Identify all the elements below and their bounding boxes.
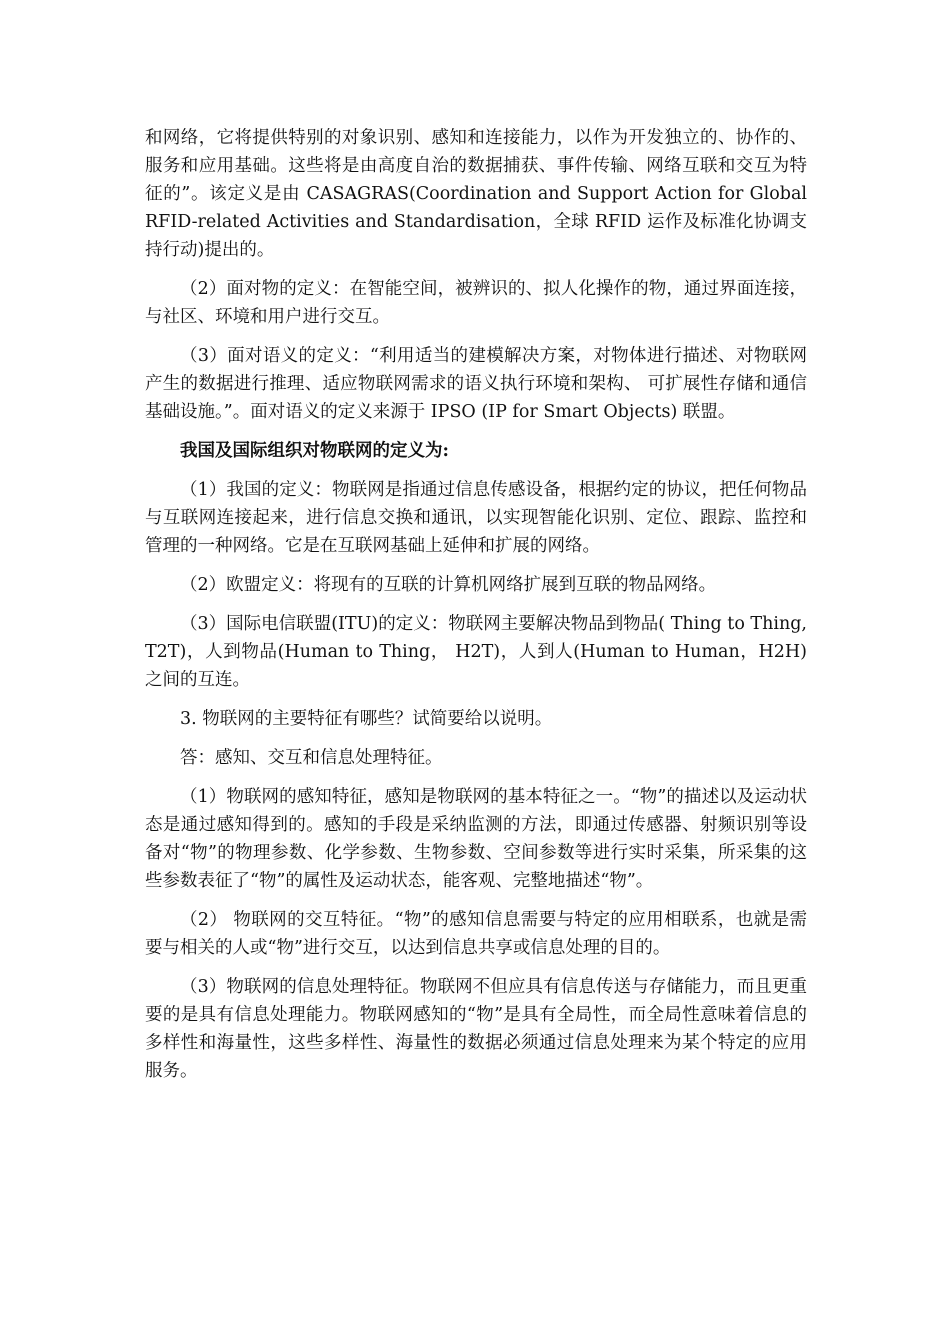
- paragraph-china-definition: （1）我国的定义：物联网是指通过信息传感设备，根据约定的协议，把任何物品与互联网连接起来，进行信息交换和通讯，以实现智能化识别、定位、跟踪、监控和管理的一种网络。它是在互联网基础上延伸和扩展的网络。: [145, 480, 807, 556]
- document-page: [145, 124, 807, 1096]
- answer-summary: 答：感知、交互和信息处理特征。: [180, 748, 443, 768]
- question-3: 3. 物联网的主要特征有哪些？试简要给以说明。: [180, 709, 553, 729]
- paragraph-definition-continued: 和网络，它将提供特别的对象识别、感知和连接能力，以作为开发独立的、协作的、服务和应用基础。这些将是由高度自治的数据捕获、事件传输、网络互联和交互为特征的”。该定义是由 CASAGRAS(Coordination and Support Action for Global RFID-related Activities and Standardisation，全球 RFID 运作及标准化协调支持行动)提出的。: [145, 128, 807, 260]
- paragraph-eu-definition: （2）欧盟定义：将现有的互联的计算机网络扩展到互联的物品网络。: [180, 575, 717, 595]
- paragraph-semantic-definition: （3）面对语义的定义：“利用适当的建模解决方案，对物体进行描述、对物联网产生的数据进行推理、适应物联网需求的语义执行环境和架构、 可扩展性存储和通信基础设施。”。面对语义的定义来源于 IPSO (IP for Smart Objects) 联盟。: [145, 346, 807, 422]
- paragraph-itu-definition: （3）国际电信联盟(ITU)的定义：物联网主要解决物品到物品( Thing to Thing, T2T)，人到物品(Human to Thing， H2T)，人到人(Human to Human，H2H)之间的互连。: [145, 614, 807, 690]
- paragraph-object-definition: （2）面对物的定义：在智能空间，被辨识的、拟人化操作的物，通过界面连接，与社区、环境和用户进行交互。: [145, 279, 807, 327]
- paragraph-interaction-feature: （2） 物联网的交互特征。“物”的感知信息需要与特定的应用相联系，也就是需要与相关的人或“物”进行交互，以达到信息共享或信息处理的目的。: [145, 910, 807, 958]
- paragraph-perception-feature: （1）物联网的感知特征，感知是物联网的基本特征之一。“物”的描述以及运动状态是通过感知得到的。感知的手段是采纳监测的方法，即通过传感器、射频识别等设备对“物”的物理参数、化学参数、生物参数、空间参数等进行实时采集，所采集的这些参数表征了“物”的属性及运动状态，能客观、完整地描述“物”。: [145, 787, 807, 891]
- paragraph-processing-feature: （3）物联网的信息处理特征。物联网不但应具有信息传送与存储能力，而且更重要的是具有信息处理能力。物联网感知的“物”是具有全局性，而全局性意味着信息的多样性和海量性，这些多样性、海量性的数据必须通过信息处理来为某个特定的应用服务。: [145, 977, 807, 1081]
- section-heading-definitions: 我国及国际组织对物联网的定义为:: [180, 441, 449, 461]
